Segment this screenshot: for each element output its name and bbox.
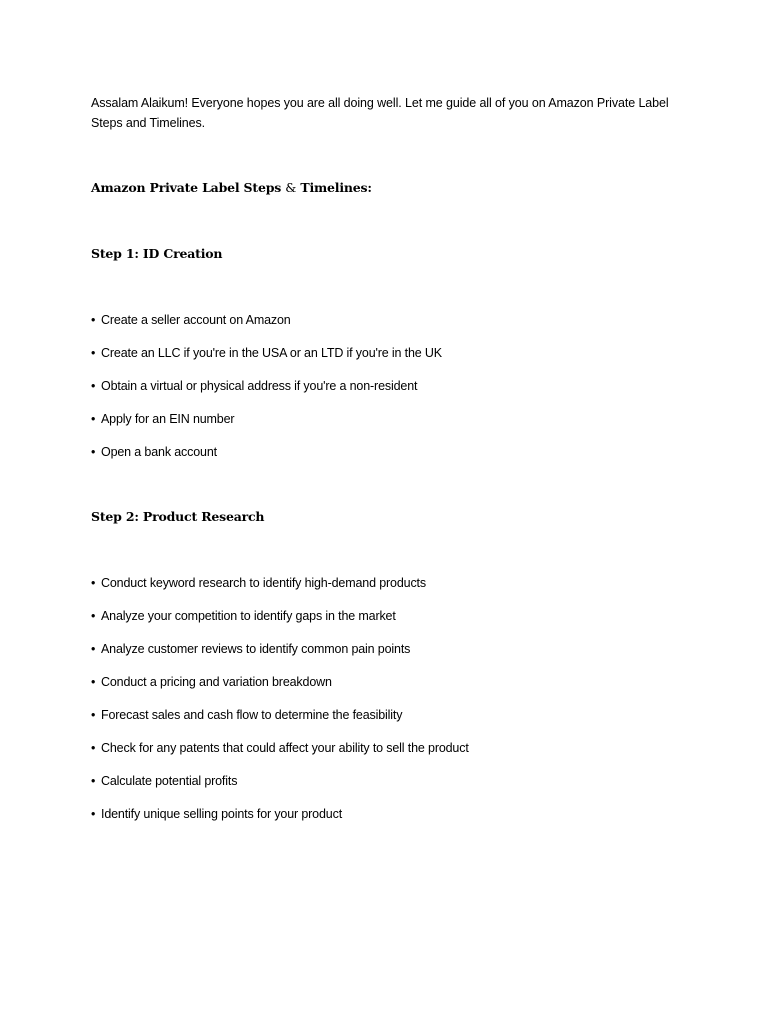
list-item-text: Identify unique selling points for your product (101, 807, 343, 821)
bullet-icon: • (91, 807, 96, 821)
list-item (91, 673, 469, 706)
list-item-text: Check for any patents that could affect your ability to sell the product (101, 741, 469, 755)
bullet-icon: • (91, 708, 96, 722)
step-1-heading: Step 1: ID Creation (91, 246, 223, 261)
step-1-list (91, 311, 442, 476)
section-title (91, 179, 372, 197)
bullet-icon: • (91, 346, 96, 360)
list-item (91, 377, 442, 410)
bullet-icon: • (91, 741, 96, 755)
step-2-list (91, 574, 469, 838)
intro-paragraph: Assalam Alaikum! Everyone hopes you are all doing well. Let me guide all of you on Amazon Private Label Steps and Timelines. (91, 96, 669, 130)
list-item-text: Forecast sales and cash flow to determine the feasibility (101, 708, 403, 722)
list-item-text: Create an LLC if you're in the USA or an LTD if you're in the UK (101, 346, 442, 360)
list-item (91, 607, 469, 640)
list-item (91, 574, 469, 607)
section-title-part2: Timelines: (300, 180, 372, 195)
list-item-text: Apply for an EIN number (101, 412, 235, 426)
list-item (91, 706, 469, 739)
list-item (91, 443, 442, 476)
bullet-icon: • (91, 412, 96, 426)
list-item-text: Analyze customer reviews to identify common pain points (101, 642, 411, 656)
list-item (91, 772, 469, 805)
list-item-text: Create a seller account on Amazon (101, 313, 291, 327)
list-item-text: Obtain a virtual or physical address if you're a non-resident (101, 379, 418, 393)
list-item (91, 739, 469, 772)
bullet-icon: • (91, 445, 96, 459)
list-item (91, 805, 469, 838)
list-item (91, 640, 469, 673)
bullet-icon: • (91, 609, 96, 623)
list-item-text: Open a bank account (101, 445, 217, 459)
bullet-icon: • (91, 576, 96, 590)
list-item-text: Conduct keyword research to identify high-demand products (101, 576, 426, 590)
bullet-icon: • (91, 774, 96, 788)
bullet-icon: • (91, 642, 96, 656)
bullet-icon: • (91, 675, 96, 689)
section-title-ampersand: & (285, 180, 297, 195)
list-item-text: Conduct a pricing and variation breakdown (101, 675, 332, 689)
list-item (91, 344, 442, 377)
step-2-heading: Step 2: Product Research (91, 509, 265, 524)
bullet-icon: • (91, 313, 96, 327)
list-item-text: Calculate potential profits (101, 774, 238, 788)
list-item (91, 410, 442, 443)
bullet-icon: • (91, 379, 96, 393)
list-item-text: Analyze your competition to identify gaps in the market (101, 609, 396, 623)
section-title-part1: Amazon Private Label Steps (91, 180, 282, 195)
list-item (91, 311, 442, 344)
